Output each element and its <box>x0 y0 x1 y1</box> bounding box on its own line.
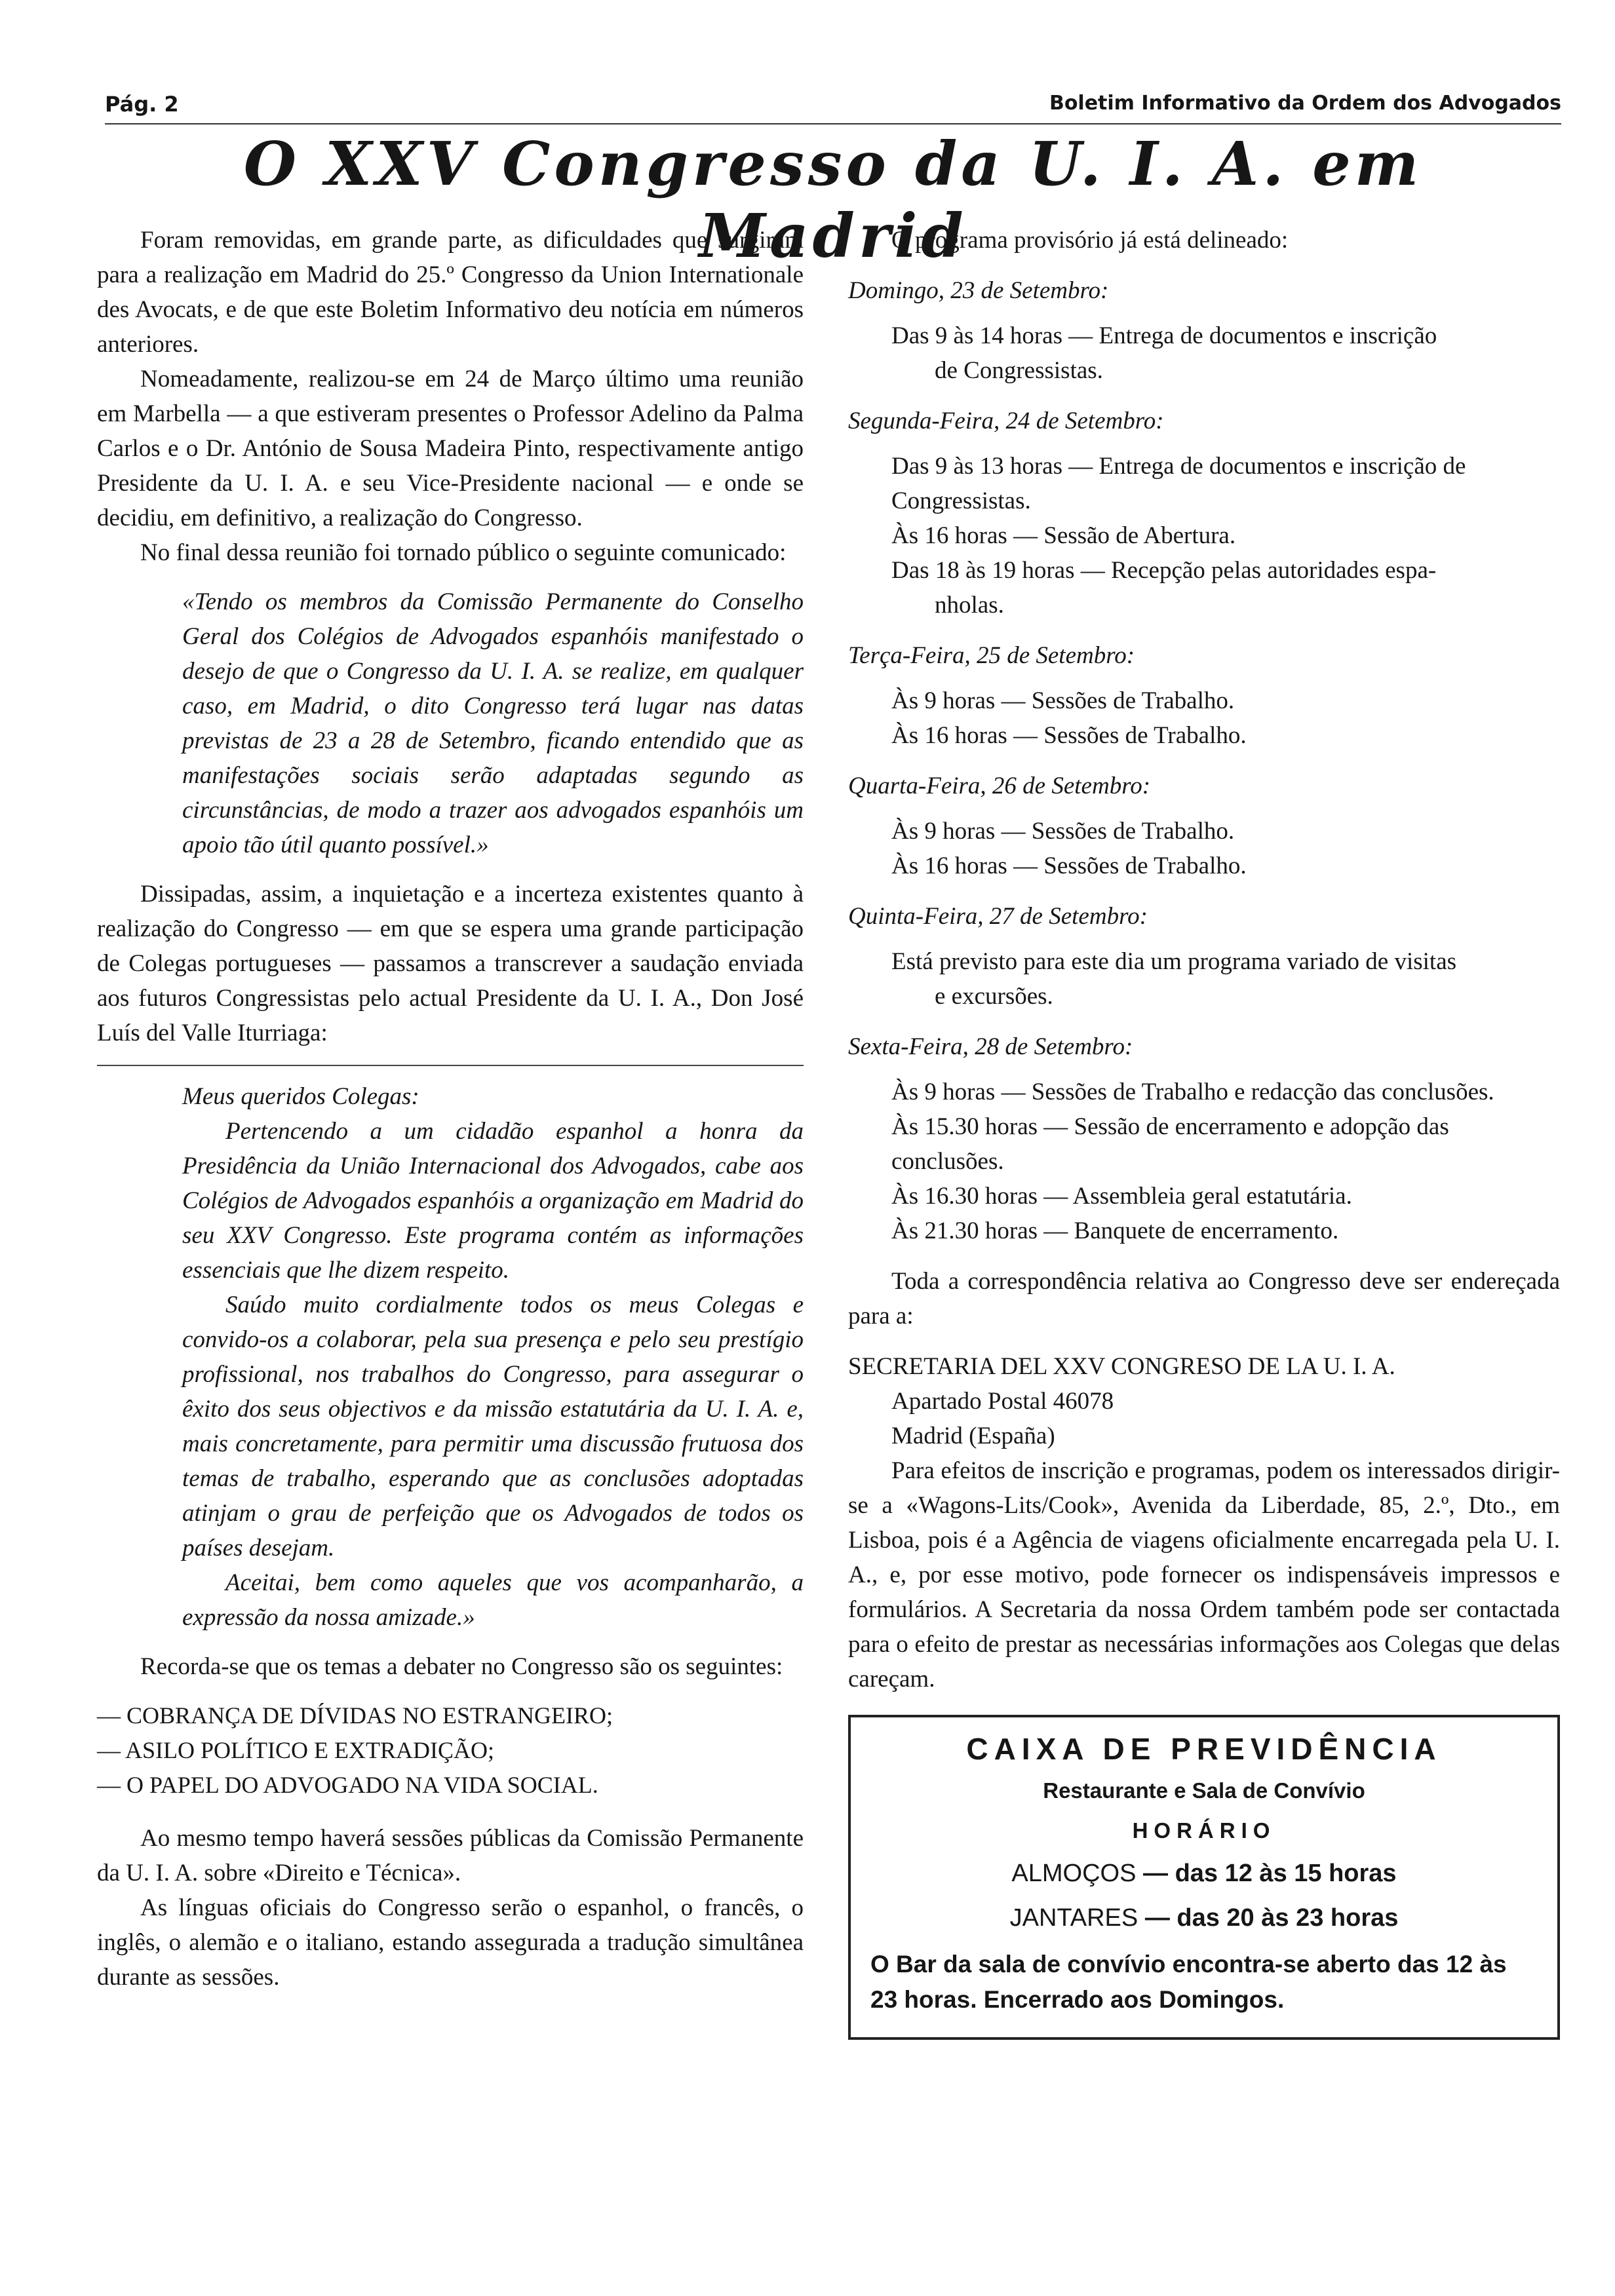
letter-paragraph: Aceitai, bem como aqueles que vos acompanharão, a expressão da nossa amizade.» <box>182 1569 804 1631</box>
program-item: Às 9 horas — Sessões de Trabalho e redacção das conclusões. <box>891 1079 1494 1105</box>
program-item: Está previsto para este dia um programa variado de visitas e excursões. <box>891 948 1457 1010</box>
spacer <box>848 1333 1560 1349</box>
program-item: Das 9 às 13 horas — Entrega de documentos e inscrição de Congressistas. <box>891 453 1466 514</box>
program-day-label: Quarta-Feira, 26 de Setembro: <box>848 773 1151 799</box>
program-day-label: Domingo, 23 de Setembro: <box>848 277 1109 304</box>
address-line: Apartado Postal 46078 <box>891 1388 1114 1415</box>
program-item: Às 9 horas — Sessões de Trabalho. <box>891 687 1235 714</box>
box-schedule-heading: HORÁRIO <box>1132 1818 1276 1843</box>
program-item: Às 9 horas — Sessões de Trabalho. <box>891 818 1235 845</box>
correspondence-note: Toda a correspondência relativa ao Congresso deve ser endereçada para a: <box>848 1268 1560 1330</box>
program-day-label: Segunda-Feira, 24 de Setembro: <box>848 408 1164 434</box>
communique-quote: «Tendo os membros da Comissão Permanente do Conselho Geral dos Colégios de Advogados espanhóis manifestado o desejo de que o Congresso da U. I. A. se realize, em qualquer caso, em Madrid, o dito Congresso terá lugar nas datas previstas de 23 a 28 de Setembro, ficando entendido que as manifestações sociais serão adaptadas segundo as circunstâncias, de modo a trazer aos advogados espanhóis um apoio tão útil quanto possível.» <box>182 588 804 858</box>
paragraph: Ao mesmo tempo haverá sessões públicas da Comissão Permanente da U. I. A. sobre «Direito e Técnica». <box>97 1825 804 1886</box>
lunch-hours: ALMOÇOS — das 12 às 15 horas <box>1011 1860 1397 1887</box>
bar-hours-note: O Bar da sala de convívio encontra-se aberto das 12 às 23 horas. Encerrado aos Domingos. <box>870 1951 1507 2013</box>
president-letter <box>182 1079 804 1635</box>
program-item: Às 21.30 horas — Banquete de encerramento. <box>891 1217 1339 1244</box>
program-item: Das 9 às 14 horas — Entrega de documentos e inscrição de Congressistas. <box>891 322 1437 384</box>
caixa-previdencia-box <box>848 1715 1560 2040</box>
topics-list <box>97 1698 804 1803</box>
box-title: CAIXA DE PREVIDÊNCIA <box>966 1732 1442 1766</box>
address-line: Madrid (España) <box>891 1423 1055 1449</box>
publication-name: Boletim Informativo da Ordem dos Advogados <box>1049 92 1561 115</box>
program-day-label: Quinta-Feira, 27 de Setembro: <box>848 903 1148 930</box>
program-item: Às 16 horas — Sessões de Trabalho. <box>891 852 1247 879</box>
paragraph: Dissipadas, assim, a inquietação e a incerteza existentes quanto à realização do Congresso — em que se espera uma grande participação de Colegas portugueses — passamos a transcrever a saudação enviada aos futuros Congressistas pelo actual Presidente da U. I. A., Don José Luís del Valle Iturriaga: <box>97 881 804 1046</box>
box-subtitle: Restaurante e Sala de Convívio <box>1043 1778 1365 1803</box>
spacer <box>848 1248 1560 1264</box>
program-intro: O programa provisório já está delineado: <box>891 227 1289 254</box>
page-header <box>105 92 1561 124</box>
program-item: Das 18 às 19 horas — Recepção pelas autoridades espa- nholas. <box>891 557 1437 619</box>
page-number: Pág. 2 <box>105 92 179 117</box>
topic-item: — O PAPEL DO ADVOGADO NA VIDA SOCIAL. <box>97 1772 598 1798</box>
program-item: Às 16 horas — Sessão de Abertura. <box>891 522 1236 549</box>
left-column <box>97 223 804 1995</box>
paragraph: As línguas oficiais do Congresso serão o espanhol, o francês, o inglês, o alemão e o italiano, estando assegurada a tradução simultânea durante as sessões. <box>97 1894 804 1991</box>
paragraph: Nomeadamente, realizou-se em 24 de Março último uma reunião em Marbella — a que estiveram presentes o Professor Adelino da Palma Carlos e o Dr. António de Sousa Madeira Pinto, respectivamente antigo Presidente da U. I. A. e seu Vice-Presidente nacional — e onde se decidiu, em definitivo, a realização do Congresso. <box>97 366 804 531</box>
right-column <box>848 223 1560 2040</box>
paragraph: Foram removidas, em grande parte, as dificuldades que surgiram para a realização em Madrid do 25.º Congresso da Union Internationale des Avocats, e de que este Boletim Informativo deu notícia em números anteriores. <box>97 227 804 358</box>
program-day-label: Sexta-Feira, 28 de Setembro: <box>848 1033 1133 1060</box>
letter-paragraph: Pertencendo a um cidadão espanhol a honra da Presidência da União Internacional dos Advogados, cabe aos Colégios de Advogados espanhóis a organização em Madrid do seu XXV Congresso. Este programa contém as informações essenciais que lhe dizem respeito. <box>182 1118 804 1284</box>
letter-paragraph: Saúdo muito cordialmente todos os meus Colegas e convido-os a colaborar, pela sua presença e pelo seu prestígio profissional, nos trabalhos do Congresso, para assegurar o êxito dos seus objectivos e da missão estatutária da U. I. A. e, mais concretamente, para permitir uma discussão frutuosa dos temas de trabalho, esperando que as conclusões adoptadas atinjam o grau de perfeição que os Advogados de todos os países desejam. <box>182 1292 804 1561</box>
paragraph: No final dessa reunião foi tornado público o seguinte comunicado: <box>140 539 787 566</box>
program-day-label: Terça-Feira, 25 de Setembro: <box>848 642 1135 669</box>
program-item: Às 16 horas — Sessões de Trabalho. <box>891 722 1247 749</box>
program-item: Às 15.30 horas — Sessão de encerramento e adopção das conclusões. <box>891 1113 1449 1175</box>
paragraph: Recorda-se que os temas a debater no Congresso são os seguintes: <box>140 1653 783 1680</box>
address-line: SECRETARIA DEL XXV CONGRESO DE LA U. I. A. <box>848 1353 1395 1380</box>
paragraph: Para efeitos de inscrição e programas, podem os interessados dirigir-se a «Wagons-Lits/Cook», Avenida da Liberdade, 85, 2.º, Dto., em Lisboa, pois é a Agência de viagens oficialmente encarregada pela U. I. A., e, por esse motivo, pode fornecer os indispensáveis impressos e formulários. A Secretaria da nossa Ordem também pode ser contactada para o efeito de prestar as necessárias informações aos Colegas que delas careçam. <box>848 1457 1560 1693</box>
program-item: Às 16.30 horas — Assembleia geral estatutária. <box>891 1183 1352 1210</box>
topic-item: — ASILO POLÍTICO E EXTRADIÇÃO; <box>97 1737 494 1763</box>
divider <box>97 1065 804 1066</box>
letter-salutation: Meus queridos Colegas: <box>182 1083 419 1110</box>
dinner-hours: JANTARES — das 20 às 23 horas <box>1009 1904 1399 1932</box>
topic-item: — COBRANÇA DE DÍVIDAS NO ESTRANGEIRO; <box>97 1702 613 1729</box>
article-title: O XXV Congresso da U. I. A. em Madrid <box>243 128 1423 272</box>
